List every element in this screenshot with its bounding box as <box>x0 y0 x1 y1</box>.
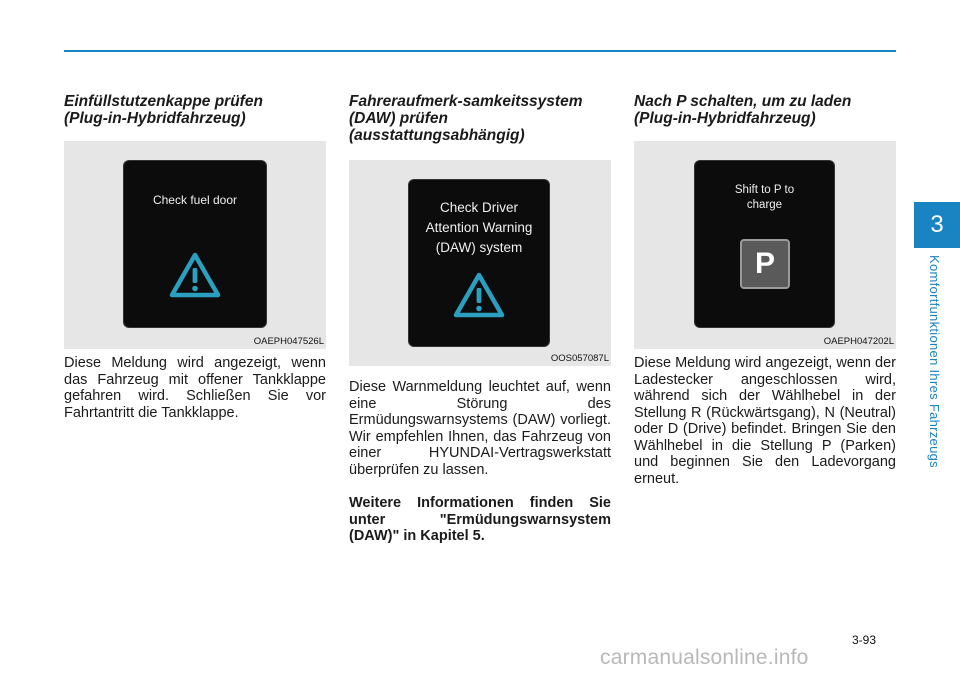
warning-triangle-icon <box>169 252 221 298</box>
park-gear-icon: P <box>740 239 790 289</box>
reference-text: Weitere Informationen finden Sie unter "Ermüdungswarnsystem (DAW)" in Kapitel 5. <box>349 495 611 544</box>
section-fuel-door <box>64 93 326 421</box>
body-text: Diese Warnmeldung leuchtet auf, wenn eine Störung des Ermüdungswarnsystems (DAW) vorliegt. Wir empfehlen Ihnen, das Fahrzeug von einer HYUNDAI-Vertragswerkstatt überprüfen zu lassen. <box>349 379 611 478</box>
display-line: (DAW) system <box>435 240 523 255</box>
header-rule <box>64 50 896 52</box>
section-shift-to-p <box>634 93 896 487</box>
chapter-number-tab: 3 <box>914 202 960 248</box>
heading-line: Nach P schalten, um zu laden <box>634 93 852 110</box>
display-line: Check Driver <box>439 200 518 215</box>
chapter-side-title: Komfortfunktionen Ihres Fahrzeugs <box>927 255 942 468</box>
figure-fuel-door <box>64 141 326 349</box>
watermark: carmanualsonline.info <box>600 646 809 669</box>
display-line: charge <box>746 199 783 211</box>
display-message <box>409 198 549 258</box>
heading-line: (DAW) prüfen <box>349 110 449 127</box>
cluster-display <box>124 161 266 327</box>
cluster-display <box>409 180 549 346</box>
section-heading <box>64 93 326 127</box>
heading-line: Fahreraufmerk-samkeitssystem <box>349 93 583 110</box>
figure-daw <box>349 160 611 366</box>
body-text: Diese Meldung wird angezeigt, wenn das Fahrzeug mit offener Tankklappe gefahren wird. Schließen Sie vor Fahrtantritt die Tankklappe. <box>64 355 326 421</box>
figure-shift-to-p <box>634 141 896 349</box>
display-message: Check fuel door <box>152 193 238 207</box>
display-message <box>695 183 834 213</box>
figure-code: OAEPH047202L <box>823 336 894 347</box>
section-heading <box>634 93 896 127</box>
warning-triangle-icon <box>453 272 505 318</box>
heading-line: (Plug-in-Hybridfahrzeug) <box>634 110 816 127</box>
heading-line: (Plug-in-Hybridfahrzeug) <box>64 110 246 127</box>
display-line: Shift to P to <box>734 184 795 196</box>
section-daw <box>349 93 611 545</box>
page-number: 3-93 <box>852 633 877 647</box>
cluster-display <box>695 161 834 327</box>
figure-code: OOS057087L <box>550 353 609 364</box>
display-line: Attention Warning <box>425 220 533 235</box>
heading-line: (ausstattungsabhängig) <box>349 127 525 144</box>
figure-code: OAEPH047526L <box>253 336 324 347</box>
body-text: Diese Meldung wird angezeigt, wenn der Ladestecker angeschlossen wird, während sich der Wählhebel in der Stellung R (Rückwärtsgang), N (Neutral) oder D (Drive) befindet. Bringen Sie den Wählhebel in die Stellung P (Parken) und beginnen Sie den Ladevorgang erneut. <box>634 355 896 487</box>
heading-line: Einfüllstutzenkappe prüfen <box>64 93 263 110</box>
section-heading <box>349 93 611 144</box>
